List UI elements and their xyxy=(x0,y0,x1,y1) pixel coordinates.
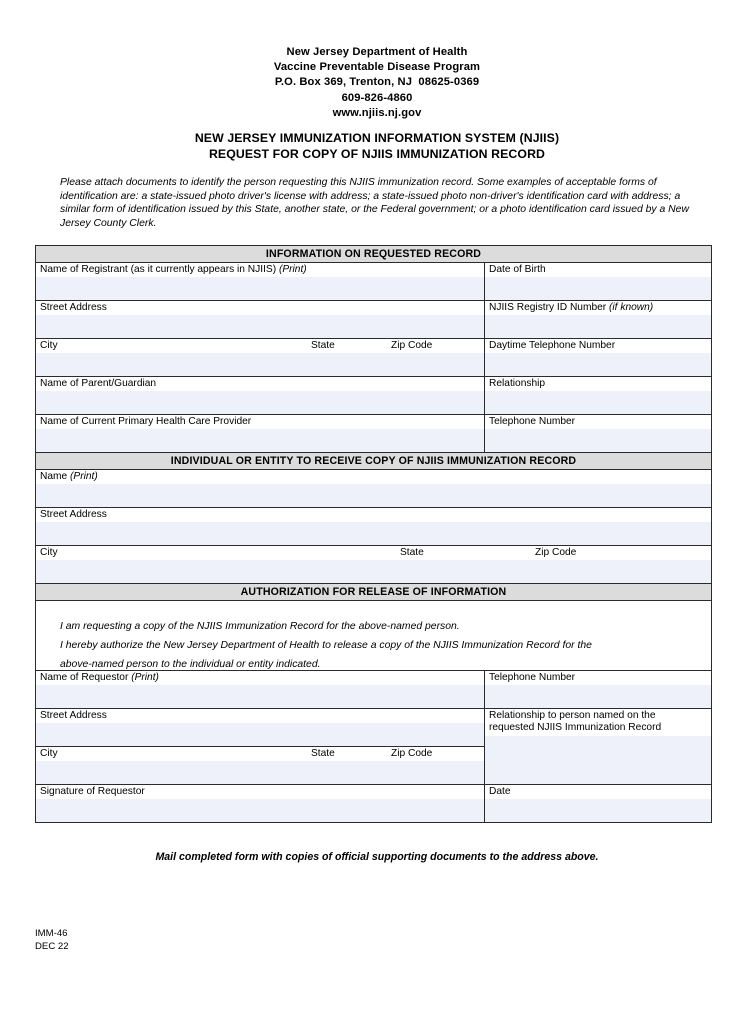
label-date-of-birth: Date of Birth xyxy=(489,264,546,275)
table-row xyxy=(36,508,712,546)
label-requestor-zip-code: Zip Code xyxy=(391,748,433,759)
label-requestor-city: City xyxy=(40,748,58,759)
field-requestor-relationship[interactable] xyxy=(485,709,712,785)
field-signature[interactable] xyxy=(36,785,485,823)
field-registrant-name[interactable] xyxy=(36,263,485,301)
table-row xyxy=(36,671,712,709)
input-requestor-name[interactable] xyxy=(36,685,484,708)
input-primary-care-provider[interactable] xyxy=(36,429,484,452)
field-recipient-street-address[interactable] xyxy=(36,508,712,546)
table-row xyxy=(36,377,712,415)
section-3-heading: AUTHORIZATION FOR RELEASE OF INFORMATION xyxy=(36,584,712,601)
label-registrant-name: Name of Registrant (as it currently appears in NJIIS) xyxy=(40,264,277,275)
label-recipient-name: Name xyxy=(40,471,68,482)
label-provider-telephone: Telephone Number xyxy=(489,416,576,427)
label-njiis-registry-id-note: (if known) xyxy=(609,302,654,313)
label-signature: Signature of Requestor xyxy=(40,786,145,797)
field-date-of-birth[interactable] xyxy=(485,263,712,301)
label-recipient-state: State xyxy=(400,547,424,558)
label-street-address: Street Address xyxy=(40,302,107,313)
label-daytime-telephone: Daytime Telephone Number xyxy=(489,340,616,351)
input-requestor-city-state-zip[interactable] xyxy=(36,761,484,784)
form-table xyxy=(35,245,712,823)
authorization-line-1: I am requesting a copy of the NJIIS Immunization Record for the above-named person. xyxy=(60,621,460,632)
label-requestor-name: Name of Requestor xyxy=(40,672,129,683)
form-revision-date: DEC 22 xyxy=(35,940,69,952)
input-recipient-city-state-zip[interactable] xyxy=(36,560,711,583)
table-row xyxy=(36,601,712,671)
input-provider-telephone[interactable] xyxy=(485,429,711,452)
field-recipient-name[interactable] xyxy=(36,470,712,508)
program-name: Vaccine Preventable Disease Program xyxy=(273,61,481,74)
label-requestor-street-address: Street Address xyxy=(40,710,107,721)
field-requestor-name[interactable] xyxy=(36,671,485,709)
field-relationship[interactable] xyxy=(485,377,712,415)
field-registrant-city-state-zip[interactable] xyxy=(36,339,485,377)
table-row xyxy=(36,470,712,508)
phone-number: 609-826-4860 xyxy=(341,91,413,104)
document-footer xyxy=(35,928,69,953)
input-recipient-name[interactable] xyxy=(36,484,711,507)
field-daytime-telephone[interactable] xyxy=(485,339,712,377)
title-line-2: REQUEST FOR COPY OF NJIIS IMMUNIZATION RECORD xyxy=(208,146,546,161)
form-number: IMM-46 xyxy=(35,928,68,939)
authorization-statement xyxy=(36,601,712,671)
label-state: State xyxy=(311,340,335,351)
table-row xyxy=(36,301,712,339)
input-daytime-telephone[interactable] xyxy=(485,353,711,376)
section-2-heading: INDIVIDUAL OR ENTITY TO RECEIVE COPY OF NJIIS IMMUNIZATION RECORD xyxy=(36,453,712,470)
label-parent-guardian-name: Name of Parent/Guardian xyxy=(40,378,157,389)
website-url: www.njiis.nj.gov xyxy=(332,106,422,119)
page-title xyxy=(0,131,754,162)
field-primary-care-provider[interactable] xyxy=(36,415,485,453)
label-primary-care-provider: Name of Current Primary Health Care Provider xyxy=(40,416,252,427)
input-recipient-street-address[interactable] xyxy=(36,522,711,545)
table-row xyxy=(36,339,712,377)
label-requestor-telephone: Telephone Number xyxy=(489,672,576,683)
input-njiis-registry-id[interactable] xyxy=(485,315,711,338)
input-registrant-city-state-zip[interactable] xyxy=(36,353,484,376)
label-city: City xyxy=(40,340,58,351)
label-registrant-name-note: (Print) xyxy=(278,264,307,275)
field-requestor-city-state-zip[interactable] xyxy=(36,747,485,785)
instructions-paragraph: Please attach documents to identify the person requesting this NJIIS immunization record. Some examples of acceptable forms of identification are: a state-issued photo driver's license with address; a state-issued photo non-driver's identification card with address; a similar form of identification issued by this State, another state, or the Federal government; or a photo identification card issued by a New Jersey County Clerk. xyxy=(60,177,689,229)
field-requestor-street-address[interactable] xyxy=(36,709,485,747)
section-1-heading: INFORMATION ON REQUESTED RECORD xyxy=(36,246,712,263)
field-parent-guardian-name[interactable] xyxy=(36,377,485,415)
input-parent-guardian-name[interactable] xyxy=(36,391,484,414)
input-requestor-street-address[interactable] xyxy=(36,723,484,746)
label-njiis-registry-id: NJIIS Registry ID Number xyxy=(489,302,607,313)
input-registrant-street-address[interactable] xyxy=(36,315,484,338)
input-signature-date[interactable] xyxy=(485,799,711,822)
label-recipient-city: City xyxy=(40,547,58,558)
section-header-row xyxy=(36,584,712,601)
field-recipient-city-state-zip[interactable] xyxy=(36,546,712,584)
section-header-row xyxy=(36,246,712,263)
table-row xyxy=(36,785,712,823)
input-signature[interactable] xyxy=(36,799,484,822)
label-requestor-relationship: Relationship to person named on the requested NJIIS Immunization Record xyxy=(489,710,662,733)
table-row xyxy=(36,415,712,453)
label-signature-date: Date xyxy=(489,786,511,797)
table-row xyxy=(36,263,712,301)
input-requestor-telephone[interactable] xyxy=(485,685,711,708)
table-row xyxy=(36,709,712,747)
table-row xyxy=(36,546,712,584)
field-requestor-telephone[interactable] xyxy=(485,671,712,709)
label-recipient-street-address: Street Address xyxy=(40,509,107,520)
label-recipient-name-note: (Print) xyxy=(70,471,98,482)
input-date-of-birth[interactable] xyxy=(485,277,711,300)
authorization-line-2: I hereby authorize the New Jersey Department of Health to release a copy of the NJIIS Immunization Record for the xyxy=(60,640,592,651)
field-provider-telephone[interactable] xyxy=(485,415,712,453)
label-zip-code: Zip Code xyxy=(391,340,433,351)
section-header-row xyxy=(36,453,712,470)
input-requestor-relationship[interactable] xyxy=(485,736,711,784)
label-recipient-zip-code: Zip Code xyxy=(535,547,577,558)
input-registrant-name[interactable] xyxy=(36,277,484,300)
field-njiis-registry-id[interactable] xyxy=(485,301,712,339)
label-requestor-name-note: (Print) xyxy=(131,672,159,683)
mailing-address: P.O. Box 369, Trenton, NJ 08625-0369 xyxy=(274,76,480,89)
mail-instruction-note: Mail completed form with copies of official supporting documents to the address above. xyxy=(155,851,599,863)
authorization-line-3: above-named person to the individual or entity indicated. xyxy=(60,659,321,670)
agency-header xyxy=(0,45,754,121)
field-registrant-street-address[interactable] xyxy=(36,301,485,339)
title-line-1: NEW JERSEY IMMUNIZATION INFORMATION SYSTEM (NJIIS) xyxy=(194,131,560,145)
field-signature-date[interactable] xyxy=(485,785,712,823)
input-relationship[interactable] xyxy=(485,391,711,414)
label-relationship: Relationship xyxy=(489,378,546,389)
label-requestor-state: State xyxy=(311,748,335,759)
agency-name: New Jersey Department of Health xyxy=(286,46,468,58)
